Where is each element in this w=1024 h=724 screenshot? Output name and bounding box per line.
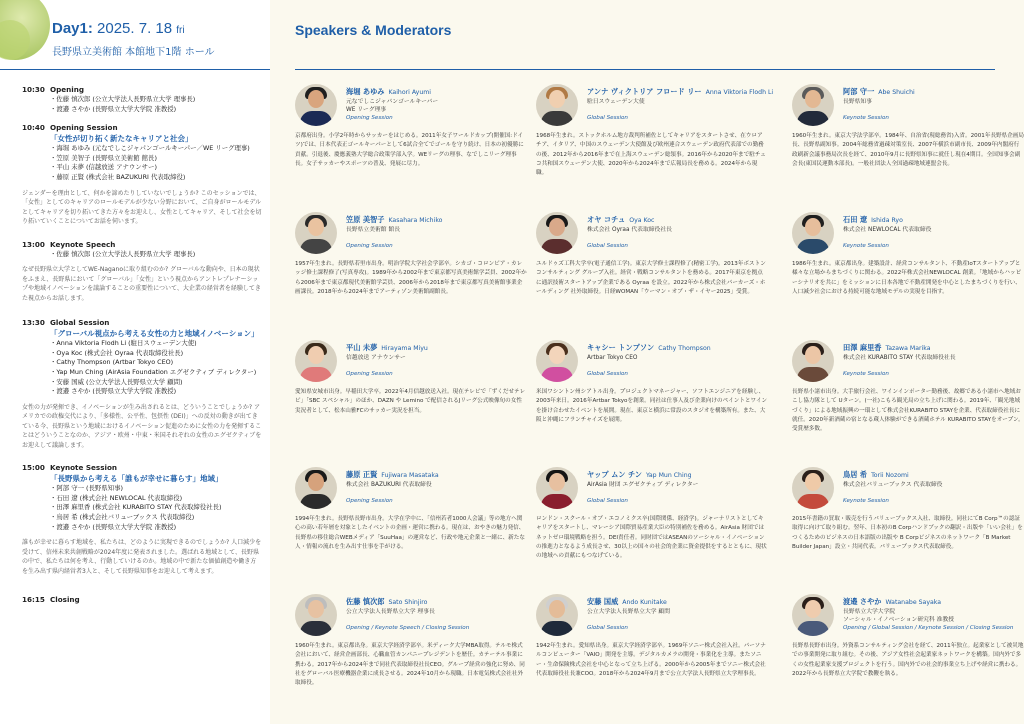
speaker-name (587, 87, 773, 97)
program-description: 女性の力が発揮でき、イノベーションが生み出されるとは、どういうことでしょうか? アメリカでの政権交代により、「多様性、公平性、包摂性 (DEI)」への反対の動きが出てきている今、長野県という地域におけるイノベーション促進のために女性の力を発揮することはどういうことなのか、アジア・欧州・中東・米国それぞれの女性のエグゼクティブをお迎えして議論します。 (22, 403, 262, 449)
venue: 長野県立美術館 本館地下1階 ホール (52, 47, 215, 58)
photo-face (805, 90, 821, 108)
photo-body (541, 621, 573, 636)
photo-body (797, 494, 829, 509)
speaker-photo (792, 84, 834, 126)
speaker-name-jp: 佐藤 慎次郎 (346, 597, 385, 606)
photo-face (805, 600, 821, 618)
speaker-name-roman: Sato Shinjiro (388, 599, 428, 606)
program-header (22, 122, 262, 133)
program-participant: ・阿部 守一 (長野県知事) (50, 484, 123, 493)
speaker-bio: 長野県小諸市出身。大手旅行会社、ワインインポーター勤務後、故郷である小諸市へ地域おこし協力隊として Uターン。(一社)こもろ観光局の立ち上げに関わる。2019年、「観光地域づくり」による地域振興の一環として株式会社KURABITO STAYを企業、代表取締役社長に就任。2020年新酒蔵の宿となる蔵人体験ができる酒蔵ホテル KURABITO STAYをオープン。受賞歴多数。 (792, 389, 1024, 433)
speaker-name-roman: Torii Nozomi (871, 472, 909, 479)
speaker-name-roman: Yap Mun Ching (645, 472, 692, 479)
program-participant: ・佐藤 慎次郎 (公立大学法人長野県立大学 理事長) (50, 95, 196, 103)
photo-body (300, 494, 332, 509)
speaker-session: Opening / Global Session / Keynote Session / Closing Session (843, 625, 1014, 631)
speaker-name-jp: 藤原 正賢 (346, 470, 378, 479)
program-block (22, 317, 262, 450)
photo-face (805, 346, 821, 364)
speaker-affiliation: Artbar Tokyo CEO (587, 355, 638, 361)
program-time: 13:30 (22, 318, 45, 328)
speaker-name-roman: Kasahara Michiko (388, 217, 443, 224)
program-block (22, 84, 262, 114)
speaker-bio: 1986年生まれ。東京都出身。建築設計、経営コンサルタント、不動産IoTスタートアップと様々な立場からまちづくりに関わる。2022年株式会社NEWLOCAL 創業。「地域からハッピーシナリオを共に」をミッションに日本各地で不動産開発を中心としたまちづくりを行い、人口減少社会における持続可能な地域モデルの実現を目指す。 (792, 261, 1022, 295)
speaker-session: Keynote Session (843, 243, 889, 249)
speaker-name (346, 343, 428, 353)
speaker-name (587, 343, 711, 353)
program-participant: ・Cathy Thompson (Artbar Tokyo CEO) (50, 358, 174, 367)
speaker-photo (295, 340, 337, 382)
weekday: fri (176, 25, 185, 36)
program-participant: ・平山 未夢 (信越放送 アナウンサー) (50, 163, 157, 172)
speaker-name (346, 470, 439, 480)
program-participant: ・Anna Viktoria Flodh Li (駐日スウェーデン大使) (50, 339, 197, 348)
section-title: Speakers & Moderators (295, 22, 452, 38)
speaker-name-jp: 安藤 国威 (587, 597, 619, 606)
speaker-affiliation: AirAsia 財団 エグゼクティブ ディレクター (587, 482, 699, 488)
speaker-affiliation: 公立大学法人長野県立大学 理事長 (346, 609, 435, 615)
program-block (22, 122, 262, 226)
speaker-session: Global Session (587, 498, 628, 504)
speaker-affiliation: 長野県知事 (843, 99, 872, 105)
photo-body (797, 111, 829, 126)
photo-face (308, 90, 324, 108)
program-participant: ・渡邉 さやか (長野県立大学大学院 准教授) (50, 104, 177, 113)
day-label: Day1: (52, 20, 93, 37)
speaker-name-roman: Watanabe Sayaka (885, 599, 942, 606)
photo-body (797, 621, 829, 636)
photo-face (308, 600, 324, 618)
program-time: 15:00 (22, 463, 45, 473)
program-title: Global Session (50, 318, 110, 328)
speaker-photo (536, 212, 578, 254)
program-participant: ・海堀 あゆみ (元なでしこジャパンゴールキーパー／WE リーグ理事) (50, 144, 250, 153)
speaker-affiliation: 株式会社 BAZUKURI 代表取締役 (346, 482, 432, 488)
speaker-name-roman: Oya Koc (629, 217, 655, 224)
speaker-session: Opening Session (346, 243, 393, 249)
speaker-session: Global Session (587, 371, 628, 377)
speaker-photo (536, 84, 578, 126)
program-block (22, 594, 262, 605)
program-block (22, 462, 262, 576)
speaker-name-jp: アンナ ヴィクトリア フロード リー (587, 87, 702, 96)
speaker-name-roman: Anna Viktoria Flodh Li (705, 89, 774, 96)
speaker-photo (295, 594, 337, 636)
speaker-session: Global Session (587, 115, 628, 121)
speaker-affiliation: 株式会社 Oyraa 代表取締役社長 (587, 227, 672, 233)
speaker-photo (792, 212, 834, 254)
speaker-name-roman: Cathy Thompson (658, 345, 711, 352)
speaker-name (587, 470, 692, 480)
speaker-affiliation: 信越放送 アナウンサー (346, 355, 406, 361)
speaker-session: Global Session (587, 243, 628, 249)
day-header (52, 20, 185, 37)
speaker-photo (792, 594, 834, 636)
program-header (22, 462, 262, 473)
program-header (22, 317, 262, 328)
program-description: ジェンダーを理由として、何かを諦めたりしていないでしょうか? このセッションでは、「女性」としてのキャリアのロールモデルが少ない分野において、ご自身がロールモデルとしてキャリアを切り拓いてきた方々をお迎えし、女性としてキャリア、そして社会を切り拓いていくことについてお話を伺います。 (22, 189, 262, 226)
photo-body (541, 239, 573, 254)
speaker-photo (295, 84, 337, 126)
speaker-session: Opening / Keynote Speech / Closing Session (346, 625, 470, 631)
photo-body (300, 111, 332, 126)
speaker-photo (295, 467, 337, 509)
speaker-name-roman: Ando Kunitake (622, 599, 667, 606)
speaker-name (587, 215, 654, 225)
date: 2025. 7. 18 (97, 20, 173, 37)
program-participant: ・田澤 麻里香 (株式会社 KURABITO STAY 代表取締役社長) (50, 503, 222, 512)
section-divider (295, 69, 995, 70)
photo-face (549, 218, 565, 236)
speaker-bio: 2015年書籍の買取・販売を行うバリューブックス入社、取締役。同社にてB Corp™の認証取得に向けて取り組む。翌年、日本初のB Corpハンドブックの翻訳・出版や「いい会社」をつくるためのビジネスの日本語版の出版や B Corpビジネスのネットワーク「B Market Builder Japan」設立・共同代表。バリューブックス代表取締役。 (792, 516, 1023, 550)
program-title: Opening Session (50, 123, 118, 133)
speaker-name-jp: 平山 未夢 (346, 343, 378, 352)
speaker-affiliation: 長野県立大学大学院 ソーシャル・イノベーション研究科 准教授 (843, 609, 954, 623)
photo-face (308, 218, 324, 236)
speaker-bio: 愛知県安城市出身。早稲田大学卒。2022年4月信越放送入社。現在テレビで「ずくだせテレビ」「SBC スペシャル」のほか、DAZN や Lemino で配信されるJリーグ公式映像旬の女性実況者として、松本山雅FCのサッカー実況を担当。 (295, 389, 526, 414)
speaker-name (843, 470, 909, 480)
program-title: Keynote Speech (50, 239, 116, 249)
program-header (22, 84, 262, 95)
photo-face (308, 473, 324, 491)
photo-body (541, 367, 573, 382)
speaker-name-roman: Abe Shuichi (878, 89, 915, 96)
speaker-photo (536, 340, 578, 382)
photo-body (300, 239, 332, 254)
program-time: 10:40 (22, 123, 45, 133)
program-time: 10:30 (22, 85, 45, 94)
speaker-name (346, 597, 427, 607)
speaker-bio: 1957年生まれ。長野県若里市出身。明治学院大学社会学部卒。シカゴ・コロンビア・カレッジ修士課程修了(写真専攻)。1989年から2002年まで東京都写真美術館学芸員、2002年から2006年まで東京都現代美術館学芸員、2006年から2018年まで東京都写真美術館事業企画課長。2018年から2024年までアーティゾン美術館副館長。 (295, 261, 527, 295)
photo-body (300, 367, 332, 382)
speaker-name-jp: 石田 遼 (843, 215, 868, 224)
program-list (22, 84, 262, 613)
speaker-name (346, 87, 431, 97)
photo-face (805, 218, 821, 236)
speaker-bio: 1942年生まれ。愛知県出身。東京大学経済学部卒。1969年ソニー株式会社入社。パーソナルコンピューター「VAIO」開発を主導。デジタルカメラの開発・事業化を主導。またソニー・生命保険株式会社を中心となって立ち上げる。2000年から2005年までソニー株式会社代表取締役社長兼COO。2018年から2024年9月まで公立大学法人長野県立大学理事長。 (536, 643, 766, 677)
photo-face (549, 90, 565, 108)
program-participant: ・石田 遼 (株式会社 NEWLOCAL 代表取締役) (50, 493, 183, 502)
speaker-affiliation: 公立大学法人長野県立大学 顧問 (587, 609, 670, 615)
photo-body (541, 111, 573, 126)
program-time: 16:15 (22, 595, 45, 605)
program-header (22, 594, 262, 605)
speaker-photo (792, 340, 834, 382)
program-participant: ・鳥居 希 (株式会社バリューブックス 代表取締役) (50, 513, 195, 521)
speaker-name-jp: 鳥居 希 (843, 470, 868, 479)
program-title: Closing (50, 595, 80, 605)
photo-body (797, 367, 829, 382)
program-description: なぜ長野県立大学としてWE-Naganoに取り組むのか? グローバルな動向や、日本の現状をふまえ、長野県において「グローバル」「女性」という視点からアントレプレナーシップや地域イノベーションを議論することの重要性について、大企業の経営者を経験してきた視点からお話します。 (22, 266, 261, 302)
photo-face (549, 473, 565, 491)
speaker-name-jp: 渡邉 さやか (843, 597, 882, 606)
program-theme: 「長野県から考える「誰もが幸せに暮らす」地域」 (50, 474, 223, 484)
program-participant: ・佐藤 慎次郎 (公立大学法人長野県立大学 理事長) (50, 249, 196, 258)
speaker-affiliation: 株式会社バリューブックス 代表取締役 (843, 482, 943, 488)
speaker-affiliation: 元なでしこジャパンゴールキーパー WE リーグ理事 (346, 99, 439, 113)
program-participant: ・藤原 正賢 (株式会社 BAZUKURI 代表取締役) (50, 172, 186, 181)
photo-body (300, 621, 332, 636)
speaker-name-jp: キャシー トンプソン (587, 343, 655, 352)
speaker-affiliation: 株式会社 KURABITO STAY 代表取締役社長 (843, 355, 956, 361)
program-participant: ・笠原 美智子 (長野県立美術館 館長) (50, 153, 157, 162)
speaker-photo (792, 467, 834, 509)
program-theme: 「女性が切り拓く新たなキャリアと社会」 (50, 134, 193, 144)
photo-face (308, 346, 324, 364)
speaker-bio: 京都府出身。小学2年時からサッカーをはじめる。2011年女子ワールドカップ(開催国:ドイツ)では、日本代表正ゴールキーパーとして6試合全てでゴールを守り続け、日本の初優勝に貢献。引退後、慶應義塾大学総合政策学部入学。WEリーグの理事、なでしこリーグ理事長。女子サッカーやスポーツの普及、発展に尽力。 (295, 133, 524, 167)
speaker-session: Keynote Session (843, 115, 889, 121)
speaker-name (346, 215, 442, 225)
photo-body (541, 494, 573, 509)
speaker-session: Keynote Session (843, 498, 889, 504)
program-participant: ・Oya Koc (株式会社 Oyraa 代表取締役社長) (50, 348, 184, 357)
divider (0, 69, 270, 70)
speaker-bio: 長野県長野市出身。外資系コンサルティング会社を経て、2011年独立。起業家として被災地での事業開発に取り組む。その後、アジア女性社会起業家ネットワークを構築。国内外で多くの女性起業家支援プロジェクトを行う。国内外での社会的事業立ち上げや経営に携わる。2022年から長野県立大学院で教鞭を執る。 (792, 643, 1024, 677)
speaker-name (843, 343, 931, 353)
program-panel (0, 0, 270, 724)
speaker-bio: ユルドゥズ工科大学卒(電子通信工学)。東京大学修士課程修了(精密工学)。2013年ボストン コンサルティング グループ入社。経営・戦略コンサルタントを務める。2017年東京を拠点に通訳技術スタートアップ企業である Oyraa を設立。2022年から株式会社パーカーズ・ホールディング 社外取締役。日経WOMAN「ウーマン・オブ・ザ・イヤー2025」受賞。 (536, 261, 766, 295)
speaker-affiliation: 駐日スウェーデン大使 (587, 99, 645, 105)
program-participant: ・渡邉 さやか (長野県立大学大学院 准教授) (50, 387, 177, 396)
speaker-photo (536, 594, 578, 636)
speaker-name (587, 597, 667, 607)
program-participant: ・安藤 国威 (公立大学法人長野県立大学 顧問) (50, 377, 183, 386)
speaker-name-roman: Ishida Ryo (871, 217, 903, 224)
speaker-affiliation: 株式会社 NEWLOCAL 代表取締役 (843, 227, 932, 233)
speaker-bio: 1968年生まれ。ストックホルム地方裁判所補佐としてキャリアをスタートさせ、在ウロアチア、イタリア、中国のスウェーデン大使館及び欧州連合スウェーデン政府代表部での勤務の後、2012年から2016年まで在上海スウェーデン総領事。2016年から2020年まで駐チェコ共和国スウェーデン大使、2020年から2024年まで広報局長を務める。2024年から現職。 (536, 133, 766, 177)
speaker-name-jp: オヤ コチュ (587, 215, 626, 224)
program-title: Opening (50, 85, 84, 94)
speaker-name-jp: 阿部 守一 (843, 87, 875, 96)
speaker-name-roman: Kaihori Ayumi (388, 89, 431, 96)
speaker-session: Opening Session (346, 115, 393, 121)
speaker-name-roman: Fujiwara Masataka (381, 472, 439, 479)
speaker-photo (536, 467, 578, 509)
speaker-name-jp: ヤップ ムン チン (587, 470, 642, 479)
program-header (22, 239, 262, 250)
photo-face (805, 473, 821, 491)
speaker-session: Opening Session (346, 371, 393, 377)
program-time: 13:00 (22, 239, 45, 249)
program-description: 誰もが幸せに暮らす地域を、私たちは、どのように実現できるのでしょうか? 人口減少を受けて、信州未来共創戦略が2024年度に発表されました。選ばれる地域として、長野県の中で、私たちは何を考え、行動していけるのか。地域の中で新たな価値創造や働き方を生み出す県内経営者3人と、そして長野県知事をお迎えして考えます。 (22, 539, 262, 575)
photo-face (549, 346, 565, 364)
speaker-affiliation: 長野県立美術館 館長 (346, 227, 401, 233)
program-title: Keynote Session (50, 463, 117, 473)
speaker-name-roman: Hirayama Miyu (381, 345, 428, 352)
program-participant: ・渡邉 さやか (長野県立大学大学院 准教授) (50, 522, 177, 531)
program-theme: 「グローバル視点から考える女性の力と地域イノベーション」 (50, 329, 259, 339)
photo-face (549, 600, 565, 618)
speaker-name (843, 215, 903, 225)
speaker-bio: 1994年生まれ。長野県長野市出身。大学在学中に、「信州若者1000人会議」等の地方へ関心の高い若年層を対象としたイベントの企画・運営に携わる。現在は、おやきの魅力発信、長野県の移住総合WEBメディア「SuuHaa」の運営など、行政や地元企業と一緒に、新たな人・情報の流れを生み出す仕事を手がける。 (295, 516, 525, 550)
program-block (22, 239, 262, 304)
speaker-photo (295, 212, 337, 254)
speaker-bio: 米国ワシントン州シアトル出身。プロジェクトマネージャー、ソフトエンジニアを経験し、2003年来日。2016年Artbar Tokyoを創業。同社は仕事人及び企業向けのペイントとワインを掛け合わせたイベントを展開。現在、東京と横浜に常設のスタジオを構築所有。また、大阪と沖縄にフランチャイズを展開。 (536, 389, 768, 423)
program-participant: ・Yap Mun Ching (AirAsia Foundation エグゼクティブ ディレクター) (50, 367, 257, 376)
speaker-name (843, 87, 915, 97)
speaker-name-jp: 田澤 麻里香 (843, 343, 882, 352)
speaker-bio: 1960年生まれ。東京都出身。東京大学経済学部卒。米ディーク大学MBA取得。テルモ株式会社において、経営企画部長、心臓血管カンパニープレジデントを歴任。カテーテル事業に携わる。2017年から2024年まで同社代表取締役社長CEO。グループ経営の強化に努め、同社をグローバル医療機器企業に成長させる。2024年10月から現職。日本電気株式会社社外取締役。 (295, 643, 525, 687)
speaker-name-jp: 海堀 あゆみ (346, 87, 385, 96)
speaker-name-roman: Tazawa Marika (885, 345, 931, 352)
speaker-name (843, 597, 941, 607)
speaker-session: Global Session (587, 625, 628, 631)
speaker-session: Keynote Session (843, 371, 889, 377)
speaker-bio: 1960年生まれ。東京大学法学部卒。1984年、自治省(現総務省)入省。2001年長野県企画局長、長野県副知事。2004年総務省過疎対策室長、2007年横浜市副市長、2009年内閣府行政刷新会議事務局次長を経て、2010年9月に長野県知事に就任し現在4期目。全国知事会副会長(東国民運動本部長)。一般社団法人全国過疎地域連盟会長。 (792, 133, 1024, 167)
photo-body (797, 239, 829, 254)
speaker-name-jp: 笠原 美智子 (346, 215, 385, 224)
speaker-bio: ロンドン・スクール・オブ・エコノミクス卒(国際関係、経済学)。ジャーナリストとしてキャリアをスタートし、マレーシア国際貿易産業大臣の特別補佐を務める。AirAsia 財団ではネットゼロ環境戦略を担う。DEI責任者。同財団ではASEANのソーシャル・イノベーションの推進力となるよう成長させ、30以上の国々の社会的企業に資金提供をするとともに、現状の地域への貢献にもつなげている。 (536, 516, 767, 560)
speaker-session: Opening Session (346, 498, 393, 504)
